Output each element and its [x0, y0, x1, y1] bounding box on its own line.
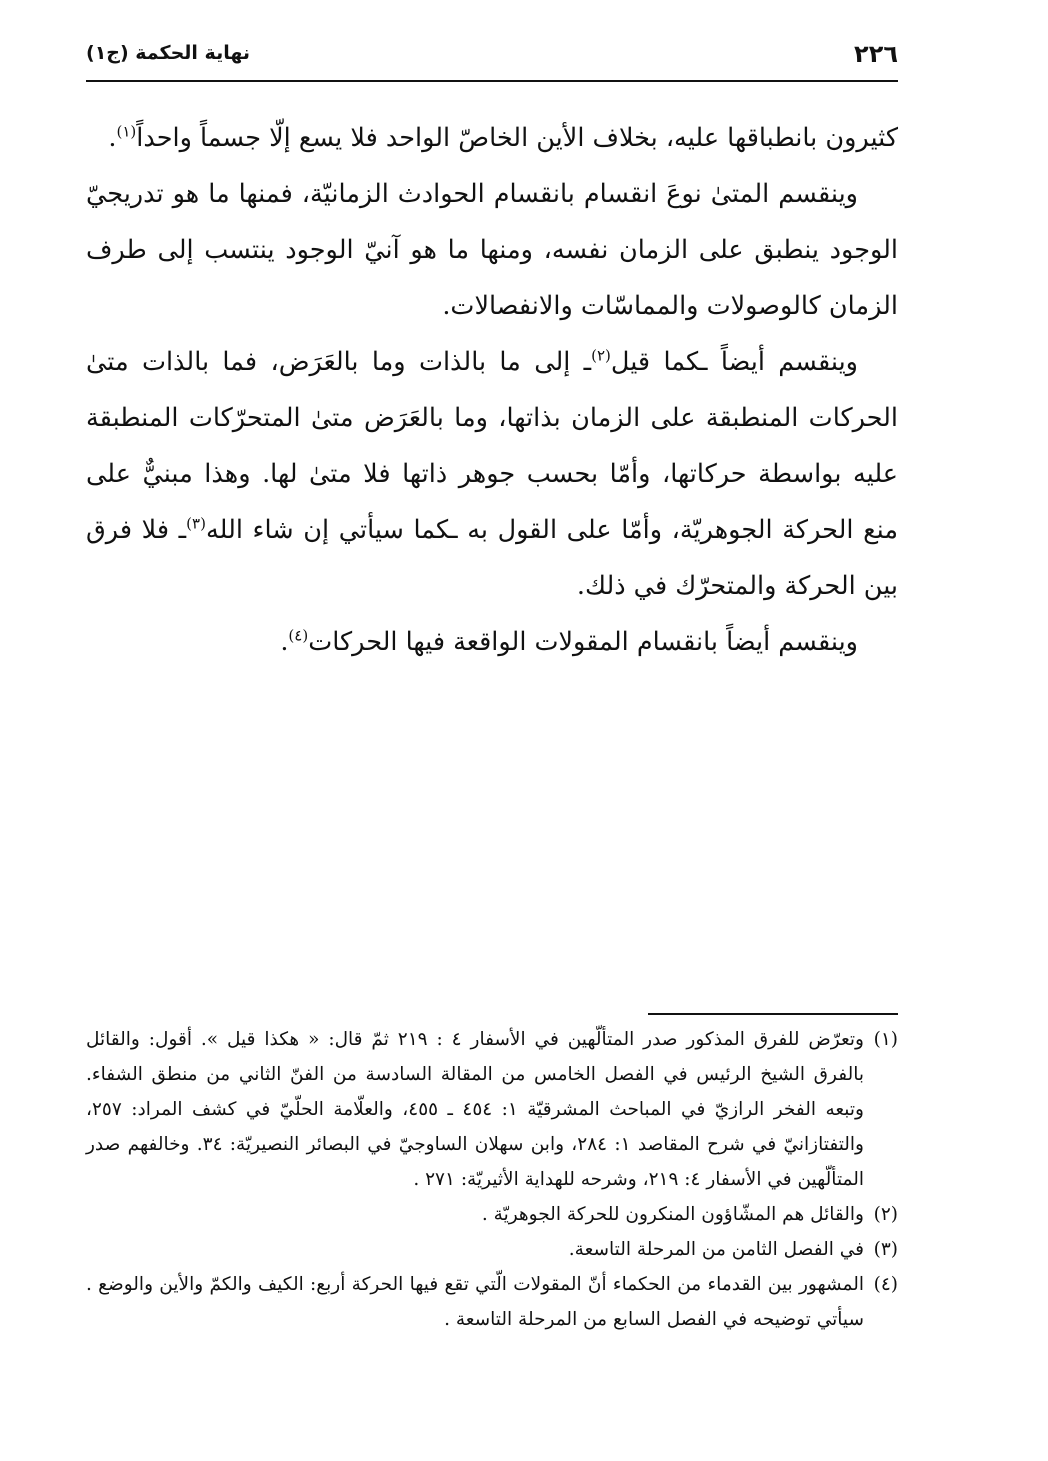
paragraph-1-text: كثيرون بانطباقها عليه، بخلاف الأين الخاصّ الواحد فلا يسع إلّا جسماً واحداً	[136, 123, 898, 153]
footnote-text: المشهور بين القدماء من الحكماء أنّ المقولات الّتي تقع فيها الحركة أربع: الكيف والكمّ والأين والوضع . سيأتي توضيحه في الفصل السابع من المرحلة التاسعة .	[86, 1274, 864, 1330]
footnote-divider	[648, 1013, 898, 1015]
paragraph-4-text: وينقسم أيضاً بانقسام المقولات الواقعة فيها الحركات	[308, 627, 858, 657]
footnote-ref-1: (١)	[116, 122, 137, 141]
page-header	[86, 40, 898, 82]
paragraph-1	[86, 110, 898, 166]
paragraph-3-part-b: ـ إلى ما بالذات وما بالعَرَض، فما بالذات متىٰ الحركات المنطبقة على الزمان بذاتها، وما بالعَرَض متىٰ المتحرّكات المنطبقة عليه بواسطة حركاتها، وأمّا بحسب جوهر ذاتها فلا متىٰ لها. وهذا مبنيٌّ على منع الحركة الجوهريّة، وأمّا على القول به ـكما سيأتي إن شاء الله	[86, 347, 898, 545]
footnote-ref-2: (٢)	[591, 346, 611, 365]
paragraph-4	[86, 614, 898, 670]
footnote-number: (٤)	[873, 1274, 898, 1295]
footnote-3	[86, 1232, 898, 1267]
footnotes	[86, 1022, 898, 1337]
paragraph-4-end: .	[280, 627, 289, 657]
footnote-ref-4: (٤)	[288, 626, 309, 645]
footnote-text: في الفصل الثامن من المرحلة التاسعة.	[568, 1239, 864, 1260]
footnote-2	[86, 1197, 898, 1232]
paragraph-3	[86, 334, 898, 614]
paragraph-1-end: .	[108, 123, 117, 153]
footnote-number: (١)	[873, 1029, 898, 1050]
page-number: ٢٢٦	[854, 40, 898, 68]
running-title: نهاية الحكمة (ج١)	[86, 42, 251, 64]
paragraph-2: وينقسم المتىٰ نوعَ انقسام بانقسام الحوادث الزمانيّة، فمنها ما هو تدريجيّ الوجود ينطبق على الزمان نفسه، ومنها ما هو آنيّ الوجود ينتسب إلى طرف الزمان كالوصولات والمماسّات والانفصالات.	[86, 179, 898, 321]
footnote-1	[86, 1022, 898, 1197]
footnote-number: (٣)	[873, 1239, 898, 1260]
paragraph-3-part-c: ـ فلا فرق بين الحركة والمتحرّك في ذلك.	[86, 515, 898, 601]
footnote-text: وتعرّض للفرق المذكور صدر المتألّهين في الأسفار ٤ : ٢١٩ ثمّ قال: « هكذا قيل ». أقول: والقائل بالفرق الشيخ الرئيس في الفصل الخامس من المقالة السادسة من الفنّ الثاني من منطق الشفاء. وتبعه الفخر الرازيّ في المباحث المشرقيّة ١: ٤٥٤ ـ ٤٥٥، والعلّامة الحلّيّ في كشف المراد: ٢٥٧، والتفتازانيّ في شرح المقاصد ١: ٢٨٤، وابن سهلان الساوجيّ في البصائر النصيريّة: ٣٤. وخالفهم صدر المتألّهين في الأسفار ٤: ٢١٩، وشرحه للهداية الأثيريّة: ٢٧١ .	[86, 1029, 864, 1190]
main-text	[86, 110, 898, 670]
footnote-text: والقائل هم المشّاؤون المنكرون للحركة الجوهريّة .	[481, 1204, 864, 1225]
paragraph-3-part-a: وينقسم أيضاً ـكما قيل	[610, 347, 858, 377]
footnote-number: (٢)	[873, 1204, 898, 1225]
footnote-ref-3: (٣)	[186, 514, 206, 533]
footnote-4	[86, 1267, 898, 1337]
